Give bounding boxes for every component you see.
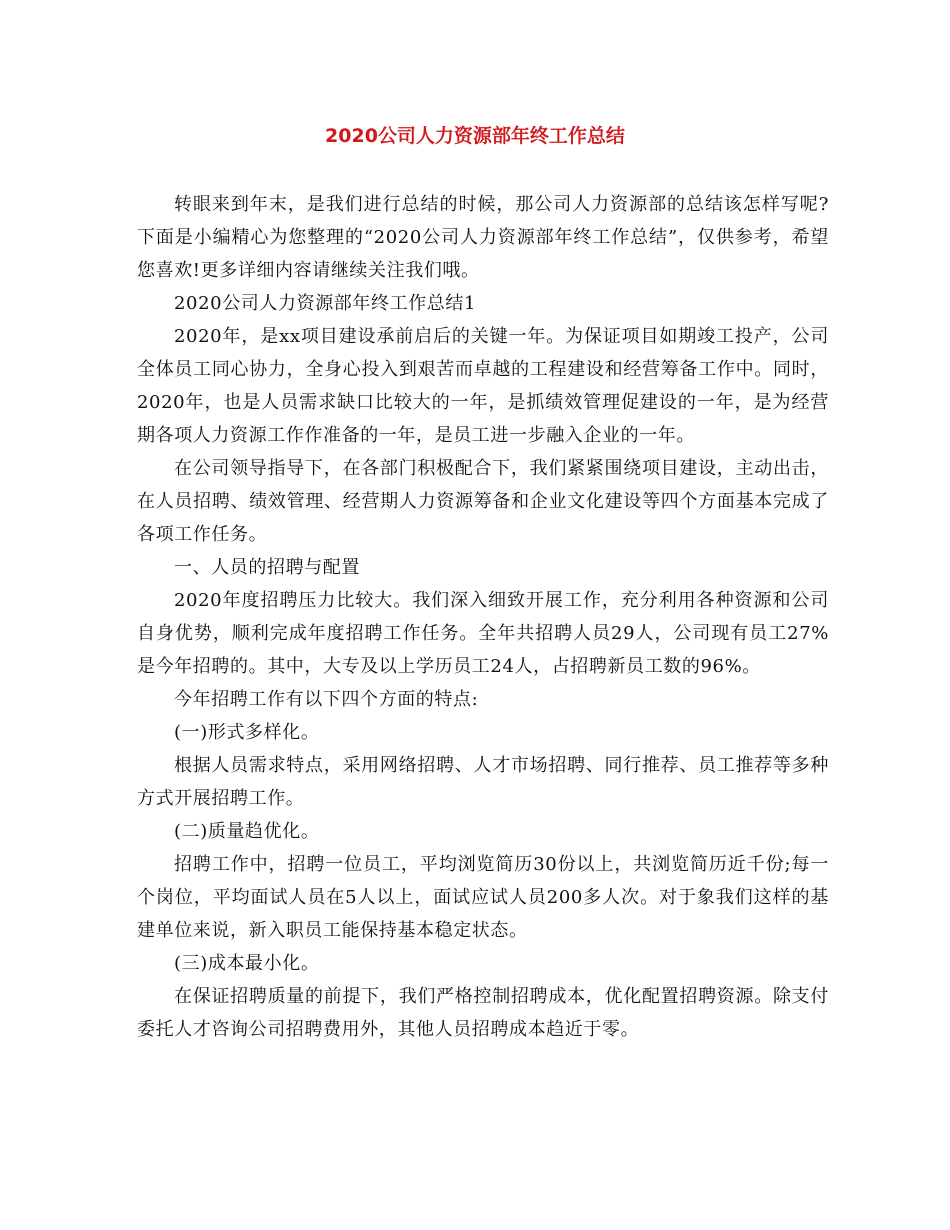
document-title: 2020公司人力资源部年终工作总结: [325, 125, 625, 147]
section-heading-summary-1: 2020公司人力资源部年终工作总结1: [174, 293, 477, 314]
subheading-quality: (二)质量趋优化。: [174, 821, 320, 842]
section-heading-recruitment: 一、人员的招聘与配置: [174, 557, 360, 578]
paragraph-cost: 在保证招聘质量的前提下，我们严格控制招聘成本，优化配置招聘资源。除支付委托人才咨询公司招聘费用外，其他人员招聘成本趋近于零。: [137, 986, 829, 1040]
paragraph-diversified: 根据人员需求特点，采用网络招聘、人才市场招聘、同行推荐、员工推荐等多种方式开展招聘工作。: [137, 755, 829, 809]
paragraph-achievements: 在公司领导指导下，在各部门积极配合下，我们紧紧围绕项目建设，主动出击，在人员招聘、绩效管理、经营期人力资源筹备和企业文化建设等四个方面基本完成了各项工作任务。: [137, 458, 829, 545]
paragraph-intro: 转眼来到年末，是我们进行总结的时候，那公司人力资源部的总结该怎样写呢?下面是小编精心为您整理的“2020公司人力资源部年终工作总结”，仅供参考，希望您喜欢!更多详细内容请继续关注我们哦。: [137, 194, 829, 281]
subheading-cost: (三)成本最小化。: [174, 953, 320, 974]
subheading-diversified: (一)形式多样化。: [174, 722, 320, 743]
paragraph-quality: 招聘工作中，招聘一位员工，平均浏览简历30份以上，共浏览简历近千份;每一个岗位，平均面试人员在5人以上，面试应试人员200多人次。对于象我们这样的基建单位来说，新入职员工能保持基本稳定状态。: [137, 854, 829, 941]
document-body: [137, 188, 829, 1046]
paragraph-overview: 2020年，是xx项目建设承前启后的关键一年。为保证项目如期竣工投产，公司全体员工同心协力，全身心投入到艰苦而卓越的工程建设和经营筹备工作中。同时，2020年，也是人员需求缺口比较大的一年，是抓绩效管理促建设的一年，是为经营期各项人力资源工作作准备的一年，是员工进一步融入企业的一年。: [137, 326, 829, 446]
paragraph-features-intro: 今年招聘工作有以下四个方面的特点:: [174, 689, 479, 710]
paragraph-recruitment-stats: 2020年度招聘压力比较大。我们深入细致开展工作，充分利用各种资源和公司自身优势，顺利完成年度招聘工作任务。全年共招聘人员29人，公司现有员工27%是今年招聘的。其中，大专及以上学历员工24人，占招聘新员工数的96%。: [137, 590, 829, 677]
